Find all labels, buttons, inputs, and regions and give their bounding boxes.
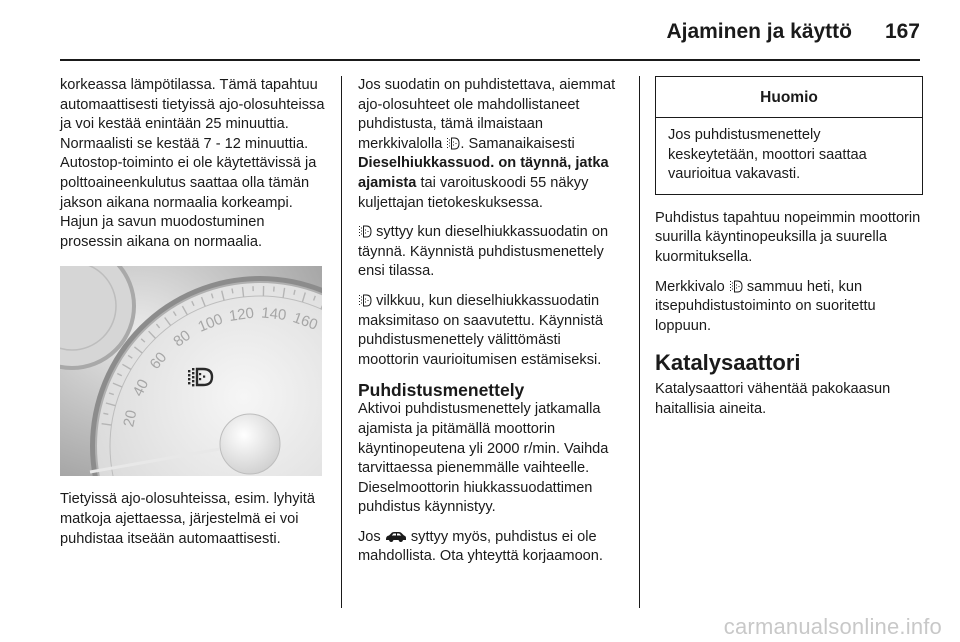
column-middle	[358, 76, 624, 577]
text-run: sammuu heti, kun itsepuhdistustoiminto on suoritettu loppuun.	[655, 278, 876, 334]
text-run: syttyy myös, puhdistus ei ole mahdollista. Ota yhteyttä korjaamoon.	[358, 528, 603, 565]
text-run: . Samanaikaisesti	[460, 135, 575, 152]
watermark: carmanualsonline.info	[723, 614, 942, 639]
paragraph: korkeassa lämpötilassa. Tämä tapahtuu automaattisesti tietyissä ajo-olosuhteissa ja voi kestää enintään 25 minuuttia. Normaalisti se kestää 7 - 12 minuuttia. Autostop-toiminto ei ole käytettävissä ja polttoaineenkulutus saattaa olla tämän jakson aikana normaalia korkeampi. Hajun ja savun muodostuminen prosessin aikana on normaalia.	[60, 77, 325, 250]
column-left	[60, 76, 326, 559]
paragraph	[655, 278, 923, 337]
text-run: syttyy kun dieselhiukkassuodatin on täynnä. Käynnistä puhdistusmenettely ensi tilassa.	[358, 224, 609, 280]
page-number: 167	[884, 20, 920, 43]
column-divider	[341, 76, 342, 608]
page-header	[0, 0, 960, 62]
speed-tick-mark	[232, 289, 233, 294]
column-divider	[639, 76, 640, 608]
caution-box	[655, 76, 923, 195]
column-right	[655, 76, 923, 430]
paragraph: Puhdistus tapahtuu nopeimmin moottorin suurilla käyntinopeuksilla ja suurella kuormituksella.	[655, 209, 921, 265]
caution-title: Huomio	[656, 77, 922, 118]
paragraph: Tietyissä ajo-olosuhteissa, esim. lyhyitä matkoja ajettaessa, järjestelmä ei voi puhdistaa itseään automaattisesti.	[60, 491, 315, 547]
speed-tick-label: 40	[129, 376, 153, 400]
speed-tick-label: 60	[146, 349, 171, 374]
text-run: vilkkuu, kun dieselhiukkassuodatin maksimitaso on saavutettu. Käynnistä puhdistusmenettely välittömästi moottorin vaurioitumisen estämiseksi.	[358, 292, 603, 368]
caution-text: Jos puhdistusmenettely keskeytetään, moottori saattaa vaurioitua vakavasti.	[668, 127, 867, 183]
text-run: Jos suodatin on puhdistettava, aiemmat ajo-olosuhteet ole mahdollistaneet puhdistusta, tämä ilmaistaan merkkivalolla	[358, 77, 616, 152]
diesel-particle-filter-icon	[358, 294, 372, 307]
speed-tick-label: 160	[290, 309, 320, 335]
text-run: Jos	[358, 528, 381, 545]
speedometer-figure	[60, 266, 322, 476]
speed-tick-label: 140	[260, 304, 288, 325]
paragraph	[358, 292, 624, 370]
paragraph: Aktivoi puhdistusmenettely jatkamalla ajamista ja pitämällä moottorin käyntinopeutena yli 2000 r/min. Vaihda tarvittaessa pienemmälle vaihteelle. Dieselmoottorin hiukkassuodattimen puhdistus käynnistyy.	[358, 401, 609, 516]
diesel-particle-filter-icon	[729, 280, 743, 293]
paragraph	[358, 223, 624, 282]
diesel-particle-filter-icon	[446, 137, 460, 150]
diesel-particle-filter-icon	[358, 225, 372, 238]
text-run: Merkkivalo	[655, 278, 725, 295]
paragraph: Katalysaattori vähentää pakokaasun haitallisia aineita.	[655, 381, 891, 417]
speed-tick-label: 20	[120, 408, 141, 429]
speed-tick-label: 80	[170, 327, 194, 351]
paragraph	[358, 76, 624, 213]
section-title: Ajaminen ja käyttö	[666, 20, 852, 43]
speed-tick-label: 100	[195, 310, 226, 337]
service-vehicle-icon	[385, 531, 407, 543]
section-heading: Katalysaattori	[655, 350, 801, 376]
header-rule	[60, 59, 920, 61]
paragraph	[358, 528, 624, 567]
text-run: tai varoituskoodi 55 näkyy kuljettajan tietokeskuksessa.	[358, 174, 589, 211]
display-message: Dieselhiukkassuod. on täynnä, jatka ajamista	[358, 155, 609, 191]
section-heading: Puhdistusmenettely	[358, 380, 525, 401]
speedometer-illustration	[60, 266, 322, 476]
speed-tick-mark	[103, 414, 108, 415]
speed-tick-label: 120	[227, 304, 256, 326]
